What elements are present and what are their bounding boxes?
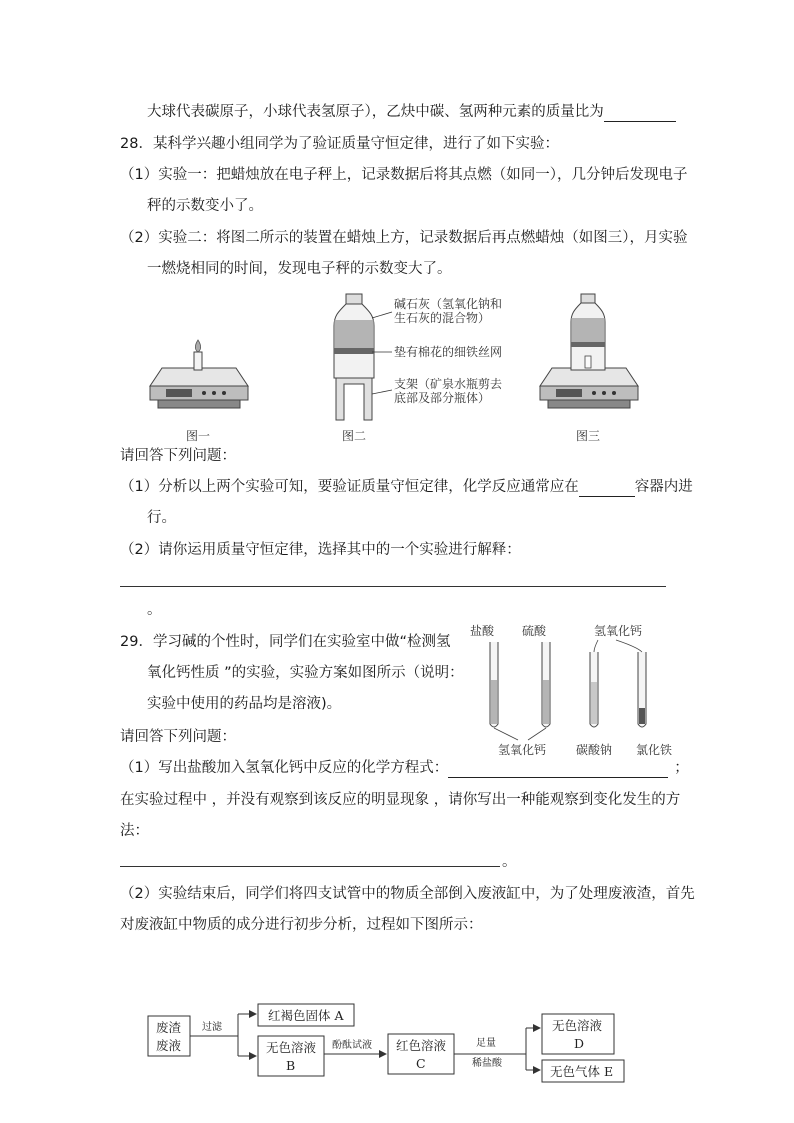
q29-equation-blank[interactable]: [448, 761, 668, 778]
label-fecl3: 氯化铁: [636, 743, 673, 757]
fig3-caption: 图三: [576, 429, 601, 443]
label-caoh2-top: 氢氧化钙: [594, 624, 643, 638]
q29-sub2-line1: （2）实验结束后，同学们将四支试管中的物质全部倒入废液缸中，为了处理废液渣，首先: [120, 886, 695, 902]
q29-method-answer-line[interactable]: [120, 866, 500, 867]
label-phenolphthalein: 酚酞试液: [332, 1040, 372, 1051]
q28-exp2-line2: 一燃烧相同的时间，发现电子秤的示数变大了。: [147, 261, 452, 277]
q28-sub2: （2）请你运用质量守恒定律，选择其中的一个实验进行解释：: [120, 542, 521, 558]
box-solution-c-text-2: C: [416, 1056, 426, 1071]
q28-sub1-blank[interactable]: [579, 480, 635, 497]
q29-sub1-line1: [120, 758, 689, 778]
fig2-label-sodalime-1: 碱石灰（氢氧化钠和: [394, 297, 503, 311]
q28-sub2-answer-line[interactable]: [120, 586, 666, 587]
box-solution-d-text-1: 无色溶液: [552, 1018, 603, 1033]
box-solution-b-text-2: B: [286, 1058, 296, 1073]
q27-answer-blank[interactable]: [604, 105, 676, 122]
label-h2so4: 硫酸: [522, 624, 547, 638]
scale-with-candle-drawing: [150, 340, 248, 408]
tube3-liquid: [591, 682, 597, 724]
q29-stem-line2: 氧化钙性质 ”的实验，实验方案如图所示（说明：: [147, 665, 464, 681]
tube1-liquid: [491, 680, 497, 724]
q27-tail-line: [147, 102, 676, 122]
label-hcl: 盐酸: [470, 624, 495, 638]
fig2-label-sodalime-2: 生石灰的混合物）: [394, 311, 491, 325]
label-dilute-hcl: 稀盐酸: [472, 1058, 502, 1069]
q29-sub1-end: ；: [674, 760, 689, 776]
scale-with-apparatus-drawing: [540, 294, 638, 408]
tube2-liquid: [543, 680, 549, 724]
q29-flow-diagram: [146, 998, 646, 1088]
label-caoh2-bottom: 氢氧化钙: [498, 743, 547, 757]
q29-sub2-line2: 对废液缸中物质的成分进行初步分析，过程如下图所示：: [120, 917, 483, 933]
fig2-label-wire-mesh: 垫有棉花的细铁丝网: [394, 345, 503, 359]
q28-sub1-text-end: 容器内进: [634, 479, 693, 495]
label-na2co3: 碳酸钠: [576, 743, 613, 757]
q28-sub2-end-mark: 。: [147, 602, 162, 618]
q28-figure: [140, 290, 640, 448]
q29-sub1-text: （1）写出盐酸加入氢氧化钙中反应的化学方程式：: [120, 760, 449, 776]
q28-ask: 请回答下列问题：: [120, 448, 236, 464]
fig1-caption: 图一: [186, 429, 211, 443]
q29-sub1-line2: 在实验过程中 ，并没有观察到该反应的明显现象 ，请你写出一种能观察到变化发生的方: [120, 792, 681, 808]
q29-stem-line1: 29．学习碱的个性时，同学们在实验室中做“检测氢: [120, 634, 451, 650]
q28-sub1-text: （1）分析以上两个实验可知，要验证质量守恒定律，化学反应通常应在: [120, 479, 579, 495]
box-solution-b-text-1: 无色溶液: [266, 1040, 317, 1055]
tube4-liquid: [639, 708, 645, 724]
q29-stem-line3: 实验中使用的药品均是溶液)。: [147, 696, 342, 712]
fig2-label-stand-1: 支架（矿泉水瓶剪去: [394, 377, 503, 391]
fig2-caption: 图二: [342, 429, 367, 443]
q28-exp2-line1: （2）实验二：将图二所示的装置在蜡烛上方，记录数据后再点燃蜡烛（如图三），月实验: [120, 230, 688, 246]
q28-sub1-line2: 行。: [147, 510, 176, 526]
test-tubes: [490, 642, 646, 727]
q29-sub1-end-mark: 。: [502, 854, 517, 870]
q29-ask: 请回答下列问题：: [120, 729, 236, 745]
q28-exp1-line2: 秤的示数变小了。: [147, 198, 263, 214]
box-waste-text-1: 废渣: [156, 1020, 182, 1035]
box-solution-d-text-2: D: [574, 1036, 585, 1051]
box-solid-a-text: 红褐色固体 A: [268, 1008, 344, 1023]
label-excess: 足量: [476, 1038, 496, 1049]
q28-sub1-line1: [120, 477, 693, 497]
pointer-lines: [494, 640, 642, 740]
q28-stem: 28．某科学兴趣小组同学为了验证质量守恒定律，进行了如下实验：: [120, 136, 559, 152]
bottle-apparatus-drawing: [334, 294, 392, 420]
box-solution-c-text-1: 红色溶液: [396, 1038, 447, 1053]
q27-tail-text: 大球代表碳原子，小球代表氢原子），乙炔中碳、氢两种元素的质量比为: [147, 104, 604, 120]
box-gas-e-text: 无色气体 E: [550, 1064, 614, 1079]
q28-exp1-line1: （1）实验一：把蜡烛放在电子秤上，记录数据后将其点燃（如同一），几分钟后发现电子: [120, 167, 688, 183]
box-waste-text-2: 废液: [156, 1038, 182, 1053]
label-filter: 过滤: [202, 1022, 222, 1033]
fig2-label-stand-2: 底部及部分瓶体）: [394, 391, 491, 405]
q29-sub1-line3: 法：: [120, 823, 149, 839]
q29-test-tube-figure: [466, 622, 686, 762]
